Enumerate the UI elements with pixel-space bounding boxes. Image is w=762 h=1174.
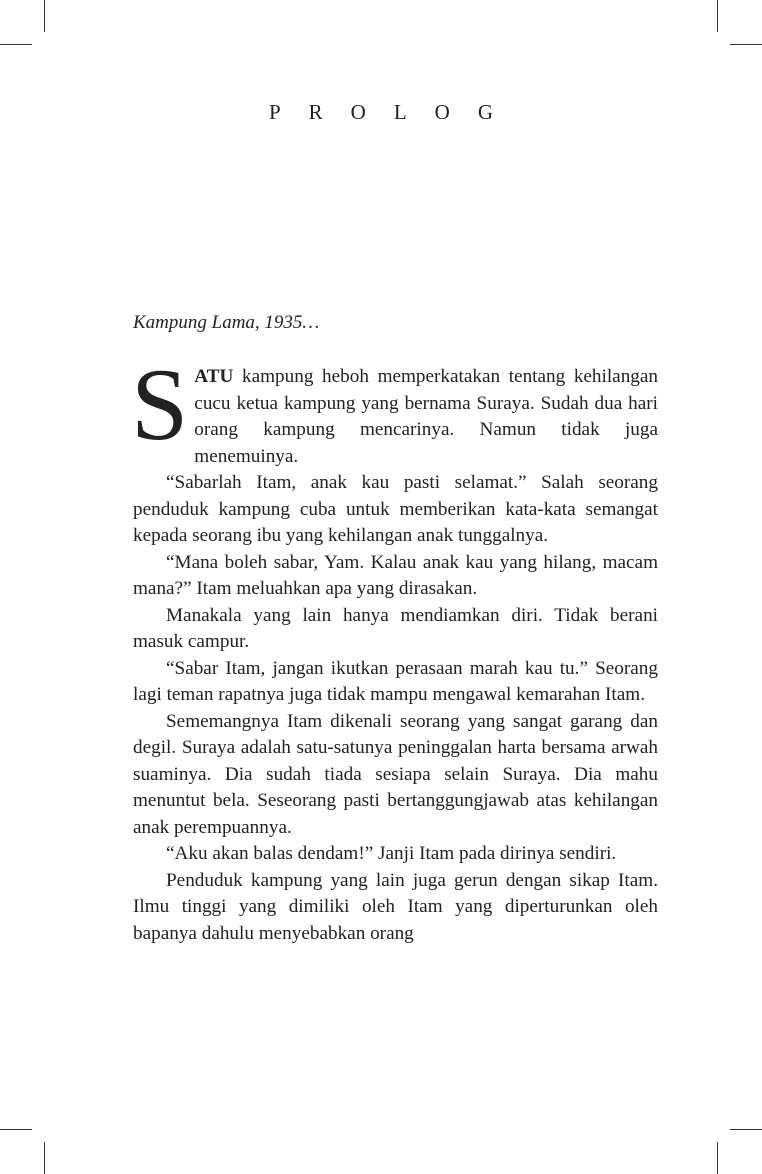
drop-cap: S — [131, 348, 189, 462]
crop-mark-bottom-left-vertical — [44, 1142, 45, 1174]
place-date-heading: Kampung Lama, 1935… — [133, 312, 320, 333]
crop-mark-bottom-right-horizontal — [730, 1129, 762, 1130]
crop-mark-top-left-horizontal — [0, 44, 32, 45]
paragraph: Sememangnya Itam dikenali seorang yang sangat garang dan degil. Suraya adalah satu-satunya peninggalan harta bersama arwah suaminya. Dia sudah tiada sesiapa selain Suraya. Dia mahu menuntut bela. Seseorang pasti bertanggungjawab atas kehilangan anak perempuannya. — [133, 710, 658, 838]
paragraph: “Sabar Itam, jangan ikutkan perasaan marah kau tu.” Seorang lagi teman rapatnya juga tidak mampu mengawal kemarahan Itam. — [133, 657, 658, 705]
paragraph: “Aku akan balas dendam!” Janji Itam pada dirinya sendiri. — [166, 843, 617, 864]
crop-mark-bottom-left-horizontal — [0, 1129, 32, 1130]
body-text — [131, 348, 658, 947]
paragraph: Penduduk kampung yang lain juga gerun dengan sikap Itam. Ilmu tinggi yang dimiliki oleh Itam yang diperturunkan oleh bapanya dahulu menyebabkan orang — [133, 869, 658, 944]
opening-paragraph — [131, 348, 658, 470]
crop-mark-top-right-horizontal — [730, 44, 762, 45]
paragraph: Manakala yang lain hanya mendiamkan diri. Tidak berani masuk campur. — [133, 604, 658, 652]
paragraph: “Mana boleh sabar, Yam. Kalau anak kau yang hilang, macam mana?” Itam meluahkan apa yang dirasakan. — [133, 551, 658, 599]
crop-mark-bottom-right-vertical — [717, 1142, 718, 1174]
chapter-title: PROLOG — [268, 100, 521, 124]
paragraph: “Sabarlah Itam, anak kau pasti selamat.” Salah seorang penduduk kampung cuba untuk memberikan kata-kata semangat kepada seorang ibu yang kehilangan anak tunggalnya. — [133, 472, 658, 546]
crop-mark-top-left-vertical — [44, 0, 45, 32]
lead-word: ATU — [194, 366, 234, 387]
opening-text: kampung heboh memperkatakan tentang kehilangan cucu ketua kampung yang bernama Suraya. Sudah dua hari orang kampung mencarinya. Namun tidak juga menemuinya. — [194, 366, 658, 467]
crop-mark-top-right-vertical — [717, 0, 718, 32]
